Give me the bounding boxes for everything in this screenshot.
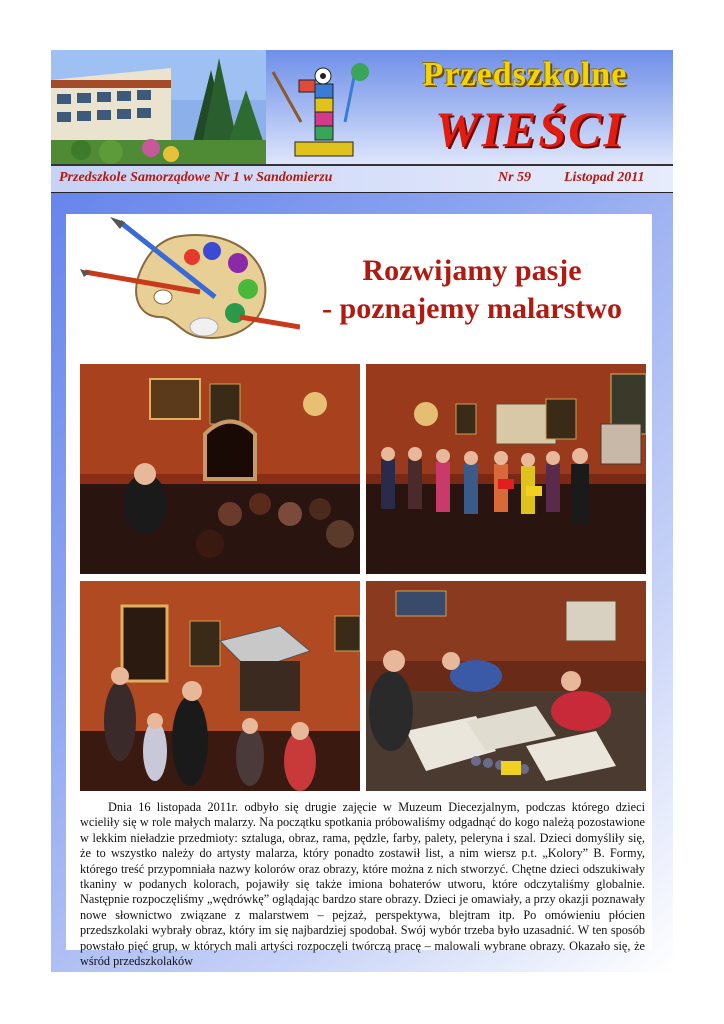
masthead-title-top: Przedszkolne (422, 56, 628, 93)
article-headline (297, 252, 647, 328)
headline-line-2: - poznajemy malarstwo (322, 292, 622, 325)
museum-photo-4 (366, 581, 646, 791)
painter-palette-illustration (80, 217, 300, 357)
article-body (80, 800, 645, 969)
museum-photo-3 (80, 581, 360, 791)
school-name: Przedszkole Samorządowe Nr 1 w Sandomierzu (59, 170, 333, 185)
school-building-photo (51, 50, 266, 164)
issue-date: Listopad 2011 (564, 170, 645, 185)
mascot-logo (265, 62, 380, 162)
issue-number: Nr 59 (498, 170, 532, 185)
museum-photo-2 (366, 364, 646, 574)
article-paragraph: Dnia 16 listopada 2011r. odbyło się drugie zajęcie w Muzeum Diecezjalnym, podczas którego dzieci wcieliły się w role małych malarzy. Na początku spotkania próbowaliśmy odgadnąć do kogo należą pozostawione w lekkim nieładzie przedmioty: sztaluga, obraz, rama, pędzle, farby, palety, peleryna i szal. Dzieci domyśliły się, że to wszystko należy do artysty malarza, który ponadto zostawił list, a nim wiersz p.t. „Kolory” B. Formy, którego treść przypomniała nazwy kolorów oraz obrazy, które można z nich stworzyć. Chętne dzieci odszukiwały tkaniny w podanych kolorach, pojawiły się także imiona bohaterów utworu, które odczytaliśmy globalnie. Następnie rozpoczęliśmy „wędrówkę” oglądając bardzo stare obrazy. Dzieci je omawiały, a przy okazji poznawały nowe słownictwo związane z malarstwem – pejzaż, perspektywa, blejtram itp. Po omówieniu płócien przedszkolaki wybrały obraz, który im się najbardziej spodobał. Swój wybór trzeba było uzasadnić. W ten sposób powstało pięć grup, w których mali artyści rozpoczęli twórczą pracę – malowali wybrane obrazy. Okazało się, że wśród przedszkolaków (80, 800, 645, 969)
headline-line-1: Rozwijamy pasje (362, 254, 582, 287)
issue-info-bar (51, 166, 673, 193)
masthead-title-main: WIEŚCI (435, 101, 625, 157)
museum-photo-1 (80, 364, 360, 574)
